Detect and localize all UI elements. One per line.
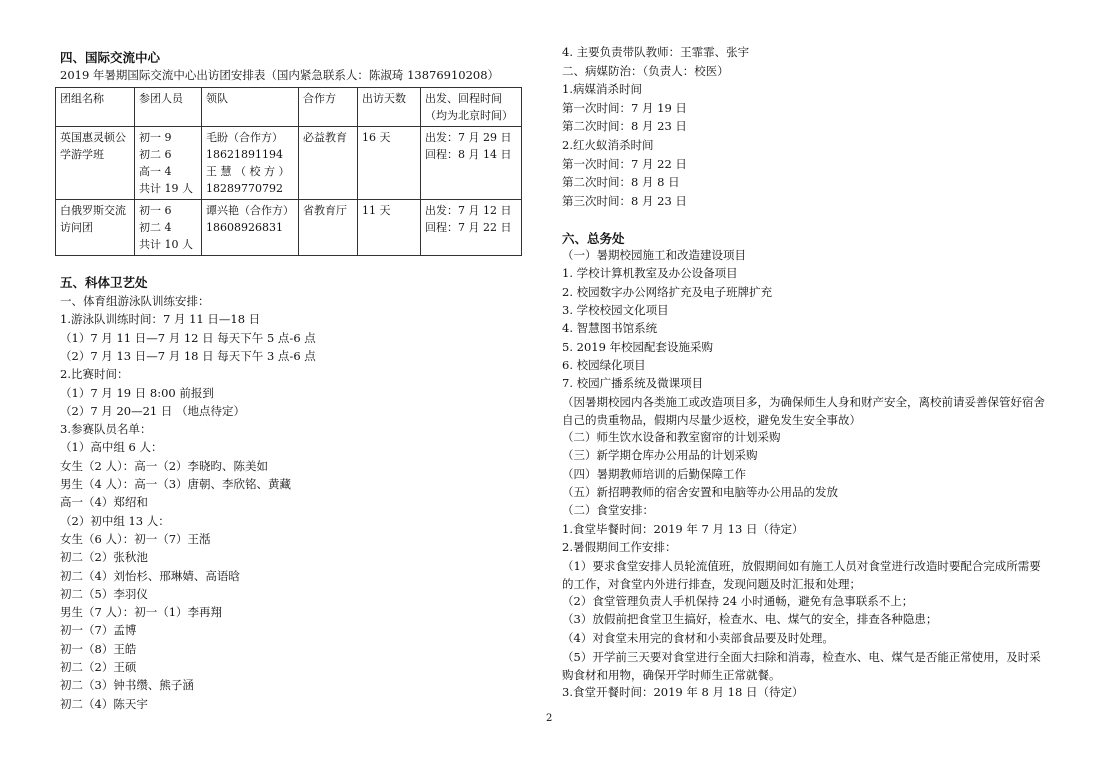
cell-text: 16 天: [362, 131, 391, 144]
list-item: （三）新学期仓库办公用品的计划采购: [562, 448, 758, 463]
cell-text: 18621891194: [206, 148, 283, 161]
list-item: （二）食堂安排：: [562, 503, 654, 518]
section-title-general-affairs: 六、总务处: [562, 231, 625, 246]
cell-text: 访问团: [60, 221, 93, 234]
canteen-open-date: 3.食堂开餐时间：2019 年 8 月 18 日（待定）: [562, 685, 804, 699]
cell-text: 回程：7 月 22 日: [425, 221, 512, 234]
table-cell: [299, 127, 358, 200]
list-item: （3）放假前把食堂卫生搞好，检查水、电、煤气的安全，排查各种隐患；: [562, 612, 938, 627]
text-line: 第二次时间：8 月 8 日: [562, 175, 680, 190]
text-line: 2.比赛时间：: [60, 367, 129, 382]
text-line: 第一次时间：7 月 22 日: [562, 156, 687, 171]
header-cell: 领队: [202, 88, 299, 127]
cleaning-paragraph: （5）开学前三天要对食堂进行全面大扫除和消毒，检查水、电、煤气是否能正常使用，及时采购食材和用物，确保开学时师生正常就餐。: [562, 650, 1041, 682]
cell-text: 18608926831: [206, 221, 283, 234]
exchange-table: [55, 87, 522, 256]
list-item: 6. 校园绿化项目: [562, 357, 646, 372]
text-line: 初二（3）钟书缵、熊子涵: [60, 678, 194, 693]
cell-text: 省教育厅: [303, 204, 347, 217]
table-cell: [358, 127, 421, 200]
list-item: 4. 智慧图书馆系统: [562, 321, 658, 336]
text-line: 第三次时间：8 月 23 日: [562, 193, 687, 208]
list-item: （4）对食堂未用完的食材和小卖部食品要及时处理。: [562, 630, 834, 645]
table-cell: [56, 127, 135, 200]
list-item: （四）暑期教师培训的后勤保障工作: [562, 466, 746, 481]
text-line: （1）7 月 11 日—7 月 12 日 每天下午 5 点-6 点: [60, 330, 316, 345]
table-cell: [135, 127, 202, 200]
cell-text: 11 天: [362, 204, 391, 217]
list-item: 1.食堂毕餐时间：2019 年 7 月 13 日（待定）: [562, 521, 804, 536]
cell-text: 18289770792: [206, 182, 283, 195]
text-line: 二、病媒防治：（负责人：校医）: [562, 63, 729, 78]
canteen-duty-paragraph: （1）要求食堂安排人员轮流值班，放假期间如有施工人员对食堂进行改造时要配合完成所需要的工作，对食堂内外进行排查，发现问题及时汇报和处理；: [562, 559, 1041, 591]
cell-text: 初一 9: [139, 131, 172, 144]
cell-text: 谭兴艳（合作方）: [206, 204, 294, 217]
table-cell: [135, 200, 202, 256]
header-cell: 出访天数: [358, 88, 421, 127]
table-row: [56, 200, 522, 256]
header-cell: 参团人员: [135, 88, 202, 127]
cell-text: 初二 4: [139, 221, 172, 234]
text-line: 初二（4）刘怡杉、邢琳婧、高语晗: [60, 568, 240, 583]
cell-text: 回程：8 月 14 日: [425, 148, 512, 161]
cell-text: 王 慧 （ 校 方 ）: [206, 165, 290, 178]
cell-text: 英国惠灵顿公: [60, 131, 126, 144]
cell-text: 初二 6: [139, 148, 172, 161]
safety-note-paragraph: （因暑期校园内各类施工或改造项目多，为确保师生人身和财产安全，离校前请妥善保管好宿舍自己的贵重物品，假期内尽量少返校，避免发生安全事故）: [562, 395, 1045, 427]
list-item: 7. 校园广播系统及微课项目: [562, 376, 704, 391]
list-item: （二）师生饮水设备和教室窗帘的计划采购: [562, 430, 781, 444]
table-cell: [421, 200, 522, 256]
text-line: 初二（4）陈天宇: [60, 696, 148, 711]
table-header-row: [56, 88, 522, 127]
section-title-international: 四、国际交流中心: [60, 50, 161, 65]
list-item: 2. 校园数字办公网络扩充及电子班牌扩充: [562, 284, 773, 299]
cell-text: 学游学班: [60, 148, 104, 161]
page-number: 2: [546, 713, 553, 724]
text-line: （2）7 月 13 日—7 月 18 日 每天下午 3 点-6 点: [60, 348, 316, 363]
table-cell: [202, 127, 299, 200]
text-line: 第二次时间：8 月 23 日: [562, 119, 687, 134]
text-line: 初一（7）孟博: [60, 623, 137, 638]
cell-text: 初一 6: [139, 204, 172, 217]
table-cell: [358, 200, 421, 256]
text-line: 1.病媒消杀时间: [562, 82, 642, 97]
section-title-science-sports: 五、科体卫艺处: [60, 275, 148, 290]
header-text: （均为北京时间）: [425, 109, 513, 122]
text-line: 初二（2）王硕: [60, 660, 137, 674]
text-line: 初二（2）张秋池: [60, 550, 148, 565]
text-line: 3.参赛队员名单：: [60, 422, 152, 437]
text-line: 1.游泳队训练时间：7 月 11 日—18 日: [60, 312, 261, 327]
header-cell: 合作方: [299, 88, 358, 127]
text-line: 男生（4 人）：高一（3）唐朝、李欣铭、黄藏: [60, 477, 292, 491]
cell-text: 白俄罗斯交流: [60, 204, 126, 217]
list-item: 2.暑假期间工作安排：: [562, 539, 677, 554]
list-item: （五）新招聘教师的宿舍安置和电脑等办公用品的发放: [562, 484, 838, 499]
cell-text: 高一 4: [139, 165, 172, 178]
text-line: 女生（2 人）：高一（2）李晓昀、陈美如: [60, 458, 269, 473]
text-line: 一、体育组游泳队训练安排：: [60, 294, 210, 308]
header-text: 出发、回程时间: [425, 92, 502, 105]
cell-text: 毛盼（合作方）: [206, 131, 283, 144]
text-line: （1）7 月 19 日 8:00 前报到: [60, 385, 214, 400]
cell-text: 出发：7 月 12 日: [425, 204, 512, 217]
text-line: 第一次时间：7 月 19 日: [562, 100, 687, 115]
list-item: 5. 2019 年校园配套设施采购: [562, 339, 714, 354]
list-item: 3. 学校校园文化项目: [562, 302, 669, 317]
cell-text: 共计 10 人: [139, 238, 193, 251]
text-line: （2）初中组 13 人：: [60, 513, 170, 528]
text-line: 4. 主要负责带队教师：王霏霏、张宇: [562, 45, 750, 59]
table-row: [56, 127, 522, 200]
schedule-caption: 2019 年暑期国际交流中心出访团安排表（国内紧急联系人：陈淑琦 13876910208）: [60, 68, 500, 82]
text-line: 2.红火蚁消杀时间: [562, 138, 654, 152]
text-line: 男生（7 人）：初一（1）李再翔: [60, 605, 223, 620]
header-cell: 团组名称: [56, 88, 135, 127]
list-item: 1. 学校计算机教室及办公设备项目: [562, 266, 738, 281]
text-line: （1）高中组 6 人：: [60, 440, 163, 455]
list-item: （2）食堂管理负责人手机保持 24 小时通畅，避免有急事联系不上；: [562, 594, 914, 608]
cell-text: 共计 19 人: [139, 182, 193, 195]
table-cell: [299, 200, 358, 256]
table-cell: [56, 200, 135, 256]
table-cell: [421, 127, 522, 200]
text-line: 女生（6 人）：初一（7）王湉: [60, 531, 211, 546]
table-cell: [202, 200, 299, 256]
text-line: （2）7 月 20—21 日 （地点待定）: [60, 403, 246, 418]
cell-text: 必益教育: [303, 131, 347, 144]
text-line: 高一（4）郑绍和: [60, 495, 148, 510]
text-line: 初二（5）李羽仪: [60, 586, 148, 601]
list-item: （一）暑期校园施工和改造建设项目: [562, 248, 746, 262]
cell-text: 出发：7 月 29 日: [425, 131, 512, 144]
text-line: 初一（8）王皓: [60, 641, 137, 656]
header-cell: [421, 88, 522, 127]
